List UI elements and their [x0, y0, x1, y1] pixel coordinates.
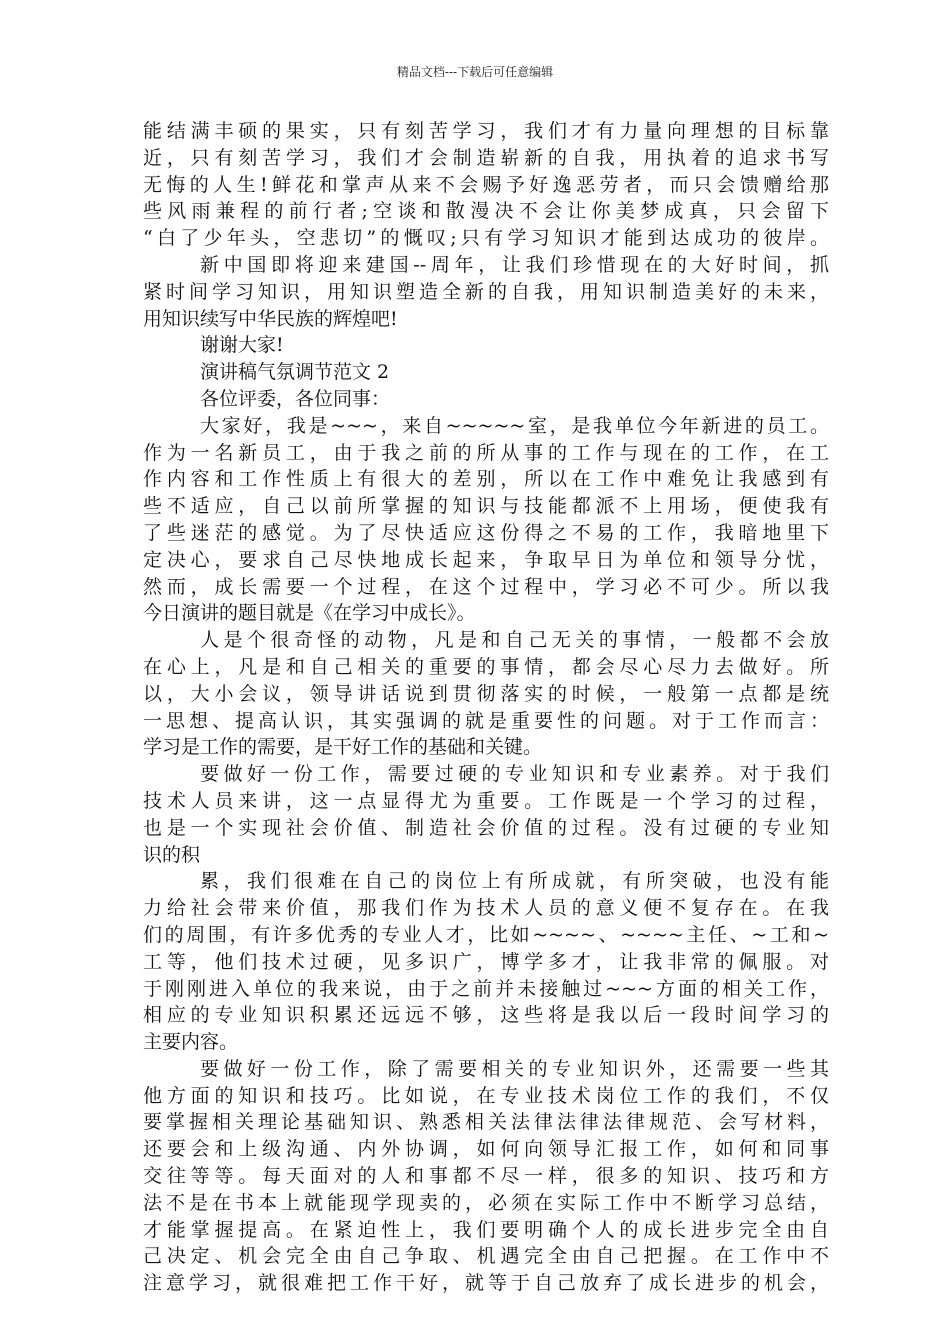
- text-line: 力给社会带来价值，那我们作为技术人员的意义便不复存在。在我: [143, 897, 829, 920]
- text-line: 一思想、提高认识，其实强调的就是重要性的问题。对于工作而言：: [143, 709, 829, 732]
- text-line: 交往等等。每天面对的人和事都不尽一样，很多的知识、技巧和方: [143, 1165, 829, 1188]
- text-line: 要做好一份工作，需要过硬的专业知识和专业素养。对于我们: [200, 763, 829, 786]
- text-line: 演讲稿气氛调节范文 2: [200, 361, 390, 384]
- text-line: 人是个很奇怪的动物，凡是和自己无关的事情，一般都不会放: [200, 629, 829, 652]
- text-line: “白了少年头，空悲切”的慨叹;只有学习知识才能到达成功的彼岸。: [143, 227, 829, 250]
- text-line: 注意学习，就很难把工作干好，就等于自己放弃了成长进步的机会，: [143, 1272, 829, 1295]
- text-line: 识的积: [143, 843, 201, 866]
- text-line: 工等，他们技术过硬，见多识广，博学多才，让我非常的佩服。对: [143, 950, 829, 973]
- text-line: 法不是在书本上就能现学现卖的，必须在实际工作中不断学习总结，: [143, 1191, 829, 1214]
- text-line: 然而，成长需要一个过程，在这个过程中，学习必不可少。所以我: [143, 575, 829, 598]
- text-line: 主要内容。: [143, 1031, 239, 1054]
- text-line: 在心上，凡是和自己相关的重要的事情，都会尽心尽力去做好。所: [143, 655, 829, 678]
- text-line: 新中国即将迎来建国--周年，让我们珍惜现在的大好时间，抓: [200, 253, 829, 276]
- text-line: 学习是工作的需要，是干好工作的基础和关键。: [143, 736, 543, 759]
- text-line: 紧时间学习知识，用知识塑造全新的自我，用知识制造美好的未来，: [143, 280, 829, 303]
- text-line: 了些迷茫的感觉。为了尽快适应这份得之不易的工作，我暗地里下: [143, 521, 829, 544]
- text-line: 各位评委，各位同事：: [200, 387, 391, 410]
- text-line: 今日演讲的题目就是《在学习中成长》。: [143, 602, 476, 625]
- text-line: 还要会和上级沟通、内外协调，如何向领导汇报工作，如何和同事: [143, 1138, 829, 1161]
- text-line: 己决定、机会完全由自己争取、机遇完全由自己把握。在工作中不: [143, 1245, 829, 1268]
- text-line: 要做好一份工作，除了需要相关的专业知识外，还需要一些其: [200, 1057, 829, 1080]
- text-line: 于刚刚进入单位的我来说，由于之前并未接触过~~~方面的相关工作，: [143, 977, 829, 1000]
- text-line: 相应的专业知识积累还远远不够，这些将是我以后一段时间学习的: [143, 1004, 829, 1027]
- text-line: 定决心，要求自己尽快地成长起来，争取早日为单位和领导分忧，: [143, 548, 829, 571]
- text-line: 大家好，我是~~~，来自~~~~~室，是我单位今年新进的员工。: [200, 414, 829, 437]
- text-line: 累，我们很难在自己的岗位上有所成就，有所突破，也没有能: [200, 870, 829, 893]
- text-line: 些不适应，自己以前所掌握的知识与技能都派不上用场，便使我有: [143, 495, 829, 518]
- text-line: 以，大小会议，领导讲话说到贯彻落实的时候，一般第一点都是统: [143, 682, 829, 705]
- text-line: 近，只有刻苦学习，我们才会制造崭新的自我，用执着的追求书写: [143, 146, 829, 169]
- text-line: 用知识续写中华民族的辉煌吧!: [143, 307, 398, 330]
- document-body: [143, 118, 829, 1297]
- text-line: 也是一个实现社会价值、制造社会价值的过程。没有过硬的专业知: [143, 816, 829, 839]
- text-line: 作内容和工作性质上有很大的差别，所以在工作中难免让我感到有: [143, 468, 829, 491]
- text-line: 无悔的人生!鲜花和掌声从来不会赐予好逸恶劳者，而只会馈赠给那: [143, 173, 829, 196]
- text-line: 能结满丰硕的果实，只有刻苦学习，我们才有力量向理想的目标靠: [143, 120, 829, 142]
- page-header: 精品文档---下载后可任意编辑: [396, 65, 554, 79]
- text-line: 些风雨兼程的前行者;空谈和散漫决不会让你美梦成真，只会留下: [143, 200, 829, 223]
- text-line: 才能掌握提高。在紧迫性上，我们要明确个人的成长进步完全由自: [143, 1218, 829, 1241]
- text-line: 谢谢大家!: [200, 334, 284, 357]
- text-line: 技术人员来讲，这一点显得尤为重要。工作既是一个学习的过程，: [143, 789, 829, 812]
- text-line: 们的周围，有许多优秀的专业人才，比如~~~~、~~~~主任、~工和~: [143, 923, 829, 946]
- text-line: 他方面的知识和技巧。比如说，在专业技术岗位工作的我们，不仅: [143, 1084, 829, 1107]
- text-line: 作为一名新员工，由于我之前的所从事的工作与现在的工作，在工: [143, 441, 829, 464]
- text-line: 要掌握相关理论基础知识、熟悉相关法律法律法律规范、会写材料，: [143, 1111, 829, 1134]
